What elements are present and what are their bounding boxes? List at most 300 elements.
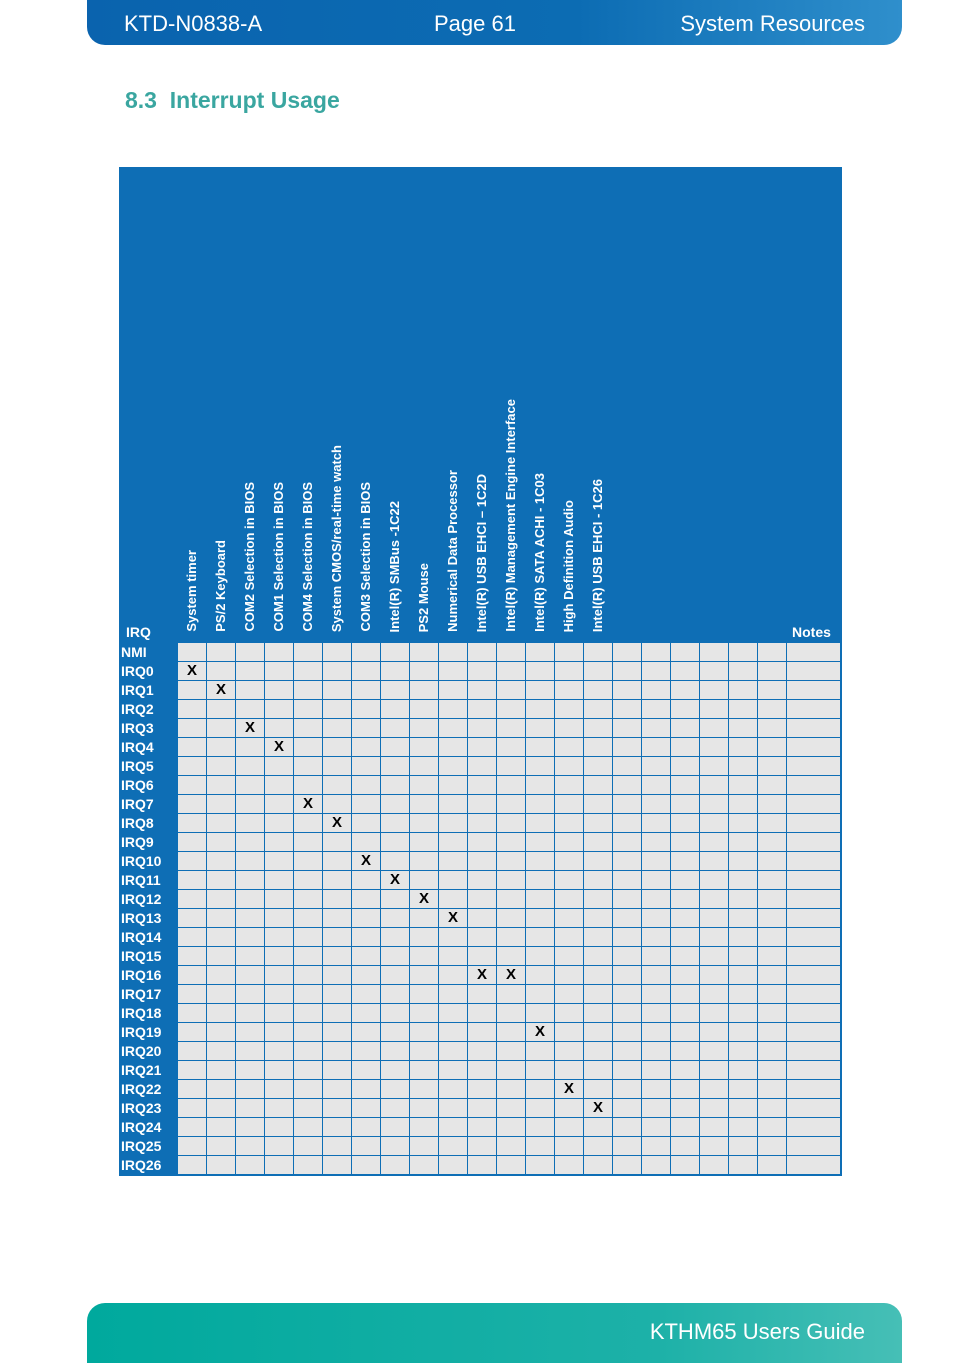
table-cell: X: [468, 966, 497, 985]
table-cell: [497, 909, 526, 928]
table-cell: [526, 928, 555, 947]
table-cell: [236, 681, 265, 700]
table-cell: [555, 852, 584, 871]
notes-cell: [787, 1004, 842, 1023]
notes-cell: [787, 1080, 842, 1099]
table-cell: [700, 947, 729, 966]
table-cell: [555, 833, 584, 852]
notes-cell: [787, 700, 842, 719]
table-cell: [439, 738, 468, 757]
table-cell: [642, 871, 671, 890]
table-cell: [526, 1156, 555, 1176]
table-cell: [700, 833, 729, 852]
table-cell: [410, 1156, 439, 1176]
table-cell: [207, 852, 236, 871]
table-cell: [468, 909, 497, 928]
table-cell: [352, 1156, 381, 1176]
table-cell: [381, 643, 410, 662]
table-cell: [613, 814, 642, 833]
interrupt-usage-table: [119, 167, 842, 1176]
table-cell: [468, 871, 497, 890]
column-header: [526, 168, 555, 643]
table-cell: [613, 947, 642, 966]
table-cell: [381, 1099, 410, 1118]
table-cell: [468, 795, 497, 814]
table-cell: [265, 719, 294, 738]
irq-label: IRQ19: [120, 1023, 178, 1042]
table-row: [120, 1137, 841, 1156]
table-cell: [178, 947, 207, 966]
irq-label: IRQ17: [120, 985, 178, 1004]
table-cell: [700, 928, 729, 947]
table-cell: [642, 1061, 671, 1080]
table-cell: [497, 776, 526, 795]
table-cell: [642, 966, 671, 985]
table-cell: [236, 947, 265, 966]
table-cell: [642, 1118, 671, 1137]
table-cell: [497, 928, 526, 947]
table-cell: [555, 738, 584, 757]
table-cell: [236, 1156, 265, 1176]
table-cell: [700, 1137, 729, 1156]
table-cell: [178, 1099, 207, 1118]
table-cell: [352, 814, 381, 833]
table-cell: [613, 681, 642, 700]
table-cell: [555, 947, 584, 966]
table-cell: [294, 681, 323, 700]
table-cell: [236, 643, 265, 662]
irq-label: IRQ14: [120, 928, 178, 947]
column-header: [497, 168, 526, 643]
table-cell: [352, 662, 381, 681]
table-cell: [671, 643, 700, 662]
table-cell: [178, 776, 207, 795]
table-cell: [265, 985, 294, 1004]
table-row: [120, 947, 841, 966]
table-cell: [497, 1156, 526, 1176]
table-cell: [758, 719, 787, 738]
table-cell: [439, 871, 468, 890]
irq-label: IRQ8: [120, 814, 178, 833]
table-cell: [178, 1023, 207, 1042]
table-cell: [729, 1023, 758, 1042]
table-cell: [613, 1061, 642, 1080]
table-row: [120, 757, 841, 776]
table-cell: [294, 1080, 323, 1099]
table-cell: [729, 700, 758, 719]
notes-cell: [787, 643, 842, 662]
notes-cell: [787, 1042, 842, 1061]
table-cell: [207, 833, 236, 852]
table-cell: [265, 890, 294, 909]
table-cell: [642, 909, 671, 928]
table-cell: [700, 776, 729, 795]
table-cell: X: [555, 1080, 584, 1099]
table-cell: [265, 928, 294, 947]
column-header-notes: [787, 168, 842, 643]
irq-label: IRQ9: [120, 833, 178, 852]
table-cell: [671, 1004, 700, 1023]
table-cell: [526, 776, 555, 795]
table-cell: [468, 947, 497, 966]
table-cell: [381, 1061, 410, 1080]
notes-cell: [787, 662, 842, 681]
table-cell: [613, 985, 642, 1004]
table-cell: [555, 700, 584, 719]
table-cell: [468, 890, 497, 909]
table-cell: [381, 1118, 410, 1137]
table-cell: [178, 1080, 207, 1099]
table-cell: X: [265, 738, 294, 757]
table-cell: [207, 1080, 236, 1099]
table-cell: [497, 947, 526, 966]
table-cell: [758, 1099, 787, 1118]
notes-cell: [787, 1118, 842, 1137]
notes-cell: [787, 833, 842, 852]
table-cell: [323, 852, 352, 871]
table-cell: [555, 1118, 584, 1137]
table-cell: [381, 1156, 410, 1176]
notes-cell: [787, 757, 842, 776]
table-cell: [758, 1137, 787, 1156]
table-cell: [439, 833, 468, 852]
table-cell: [323, 1042, 352, 1061]
table-cell: [671, 871, 700, 890]
table-cell: [352, 1042, 381, 1061]
table-cell: [729, 795, 758, 814]
table-cell: [468, 662, 497, 681]
table-cell: [584, 890, 613, 909]
table-cell: [642, 1042, 671, 1061]
table-cell: [323, 1099, 352, 1118]
table-cell: [526, 909, 555, 928]
table-cell: [671, 795, 700, 814]
table-cell: [236, 890, 265, 909]
table-cell: [700, 1099, 729, 1118]
table-cell: [468, 852, 497, 871]
table-cell: [526, 738, 555, 757]
table-cell: [671, 1023, 700, 1042]
irq-label: IRQ5: [120, 757, 178, 776]
table-cell: [555, 757, 584, 776]
table-cell: [207, 1004, 236, 1023]
table-cell: [294, 643, 323, 662]
notes-cell: [787, 738, 842, 757]
table-cell: [352, 833, 381, 852]
table-cell: [729, 833, 758, 852]
table-cell: [178, 1118, 207, 1137]
table-cell: [613, 1099, 642, 1118]
table-cell: [207, 1137, 236, 1156]
table-cell: [323, 719, 352, 738]
table-row: [120, 985, 841, 1004]
table-cell: [178, 871, 207, 890]
table-cell: [323, 985, 352, 1004]
table-cell: [323, 1118, 352, 1137]
table-cell: [265, 1156, 294, 1176]
table-cell: [352, 947, 381, 966]
table-cell: [497, 757, 526, 776]
table-cell: [642, 757, 671, 776]
table-cell: [294, 871, 323, 890]
irq-label: IRQ11: [120, 871, 178, 890]
table-cell: [642, 833, 671, 852]
table-cell: X: [410, 890, 439, 909]
table-cell: [584, 833, 613, 852]
table-cell: [700, 719, 729, 738]
irq-label: IRQ18: [120, 1004, 178, 1023]
table-cell: [497, 1042, 526, 1061]
table-cell: [555, 1156, 584, 1176]
table-cell: [671, 700, 700, 719]
table-cell: [323, 1137, 352, 1156]
column-header-label: System CMOS/real-time watch: [329, 444, 344, 632]
table-cell: [555, 681, 584, 700]
column-header: [584, 168, 613, 643]
table-cell: [729, 757, 758, 776]
table-cell: [729, 719, 758, 738]
table-cell: [294, 890, 323, 909]
table-cell: [497, 1061, 526, 1080]
notes-cell: [787, 1023, 842, 1042]
table-cell: [613, 719, 642, 738]
table-cell: [700, 1118, 729, 1137]
table-cell: [671, 757, 700, 776]
document-id: KTD-N0838-A: [124, 11, 263, 36]
table-cell: [294, 1156, 323, 1176]
table-cell: [468, 1004, 497, 1023]
table-cell: [178, 681, 207, 700]
table-cell: [410, 776, 439, 795]
table-cell: [729, 852, 758, 871]
table-cell: [178, 890, 207, 909]
column-header: [700, 168, 729, 643]
table-cell: [236, 662, 265, 681]
table-cell: [555, 871, 584, 890]
table-cell: [294, 700, 323, 719]
table-cell: [410, 814, 439, 833]
table-cell: [584, 985, 613, 1004]
table-cell: [381, 852, 410, 871]
table-cell: [207, 890, 236, 909]
table-cell: [555, 776, 584, 795]
table-cell: [729, 966, 758, 985]
column-header-irq: [120, 168, 178, 643]
table-cell: [265, 1137, 294, 1156]
table-cell: [671, 1156, 700, 1176]
table-cell: [526, 1099, 555, 1118]
table-cell: [526, 662, 555, 681]
table-cell: [555, 1042, 584, 1061]
table-cell: [700, 1080, 729, 1099]
table-cell: [729, 928, 758, 947]
table-cell: [265, 662, 294, 681]
table-cell: X: [323, 814, 352, 833]
table-cell: [468, 1042, 497, 1061]
table-cell: [700, 1004, 729, 1023]
table-row: [120, 643, 841, 662]
table-cell: [236, 1137, 265, 1156]
irq-label: IRQ10: [120, 852, 178, 871]
table-cell: [294, 966, 323, 985]
table-cell: [323, 795, 352, 814]
notes-cell: [787, 776, 842, 795]
table-cell: [526, 1042, 555, 1061]
table-cell: [410, 928, 439, 947]
table-cell: [207, 795, 236, 814]
table-cell: [439, 662, 468, 681]
table-cell: [207, 757, 236, 776]
table-cell: [410, 871, 439, 890]
table-cell: [642, 681, 671, 700]
table-cell: [526, 681, 555, 700]
table-row: [120, 662, 841, 681]
table-cell: [758, 890, 787, 909]
table-row: [120, 814, 841, 833]
table-cell: [207, 1061, 236, 1080]
table-cell: [700, 1023, 729, 1042]
table-cell: [294, 757, 323, 776]
table-row: [120, 776, 841, 795]
table-cell: [497, 662, 526, 681]
table-cell: [178, 814, 207, 833]
table-cell: [236, 1061, 265, 1080]
table-cell: [700, 1042, 729, 1061]
table-cell: [265, 1004, 294, 1023]
table-row: [120, 833, 841, 852]
table-row: [120, 890, 841, 909]
table-cell: [178, 966, 207, 985]
table-cell: [265, 833, 294, 852]
table-cell: [642, 1004, 671, 1023]
table-cell: [323, 681, 352, 700]
table-cell: [178, 795, 207, 814]
irq-label: IRQ12: [120, 890, 178, 909]
table-cell: [700, 852, 729, 871]
table-cell: [294, 985, 323, 1004]
table-cell: [613, 738, 642, 757]
table-cell: [352, 1023, 381, 1042]
table-cell: [439, 928, 468, 947]
table-cell: [758, 871, 787, 890]
table-cell: [526, 700, 555, 719]
notes-cell: [787, 1137, 842, 1156]
table-cell: [207, 1099, 236, 1118]
table-cell: [439, 776, 468, 795]
table-cell: [671, 985, 700, 1004]
column-header-label: PS/2 Keyboard: [213, 540, 228, 632]
table-cell: [584, 1156, 613, 1176]
table-cell: [439, 681, 468, 700]
irq-label: IRQ20: [120, 1042, 178, 1061]
table-cell: [758, 852, 787, 871]
table-cell: [178, 985, 207, 1004]
section-number: 8.3: [125, 87, 157, 113]
table-cell: [555, 719, 584, 738]
table-cell: [323, 1080, 352, 1099]
table-cell: [352, 700, 381, 719]
table-cell: [207, 719, 236, 738]
table-row: [120, 852, 841, 871]
table-cell: [294, 1137, 323, 1156]
table-cell: [700, 662, 729, 681]
column-header-label: COM3 Selection in BIOS: [358, 482, 373, 632]
table-cell: [410, 719, 439, 738]
table-cell: [207, 909, 236, 928]
table-row: [120, 719, 841, 738]
table-cell: X: [207, 681, 236, 700]
notes-cell: [787, 947, 842, 966]
table-cell: [439, 643, 468, 662]
table-cell: [758, 928, 787, 947]
table-cell: [497, 985, 526, 1004]
table-cell: [584, 681, 613, 700]
column-header: [236, 168, 265, 643]
table-cell: [671, 1118, 700, 1137]
table-cell: [584, 852, 613, 871]
table-cell: [584, 700, 613, 719]
table-row: [120, 1061, 841, 1080]
table-cell: [439, 890, 468, 909]
table-cell: [236, 757, 265, 776]
table-cell: [526, 871, 555, 890]
table-cell: [381, 1023, 410, 1042]
table-cell: [352, 1080, 381, 1099]
table-cell: [352, 643, 381, 662]
table-cell: [178, 1061, 207, 1080]
table-cell: [497, 795, 526, 814]
column-header: [178, 168, 207, 643]
table-cell: [207, 966, 236, 985]
table-cell: [323, 947, 352, 966]
table-cell: [584, 966, 613, 985]
table-cell: [410, 662, 439, 681]
irq-label: IRQ25: [120, 1137, 178, 1156]
table-cell: [497, 814, 526, 833]
notes-cell: [787, 966, 842, 985]
table-cell: [265, 1042, 294, 1061]
table-cell: [526, 852, 555, 871]
table-cell: [700, 814, 729, 833]
table-cell: [323, 662, 352, 681]
table-cell: [584, 1080, 613, 1099]
table-row: [120, 681, 841, 700]
notes-cell: [787, 814, 842, 833]
table-cell: [613, 1004, 642, 1023]
table-cell: [352, 776, 381, 795]
table-cell: [526, 966, 555, 985]
page-header: [87, 0, 902, 45]
table-cell: [381, 1080, 410, 1099]
notes-cell: [787, 890, 842, 909]
table-cell: [468, 1061, 497, 1080]
table-cell: [178, 1004, 207, 1023]
column-header: [729, 168, 758, 643]
table-cell: [410, 966, 439, 985]
table-cell: [642, 1080, 671, 1099]
table-cell: [178, 1137, 207, 1156]
table-cell: [468, 700, 497, 719]
irq-label: IRQ26: [120, 1156, 178, 1176]
table-cell: [265, 1023, 294, 1042]
table-cell: [526, 757, 555, 776]
column-header-label: COM2 Selection in BIOS: [242, 482, 257, 632]
table-cell: [439, 1004, 468, 1023]
table-cell: [265, 776, 294, 795]
table-cell: [323, 757, 352, 776]
table-cell: [323, 643, 352, 662]
table-cell: [700, 909, 729, 928]
